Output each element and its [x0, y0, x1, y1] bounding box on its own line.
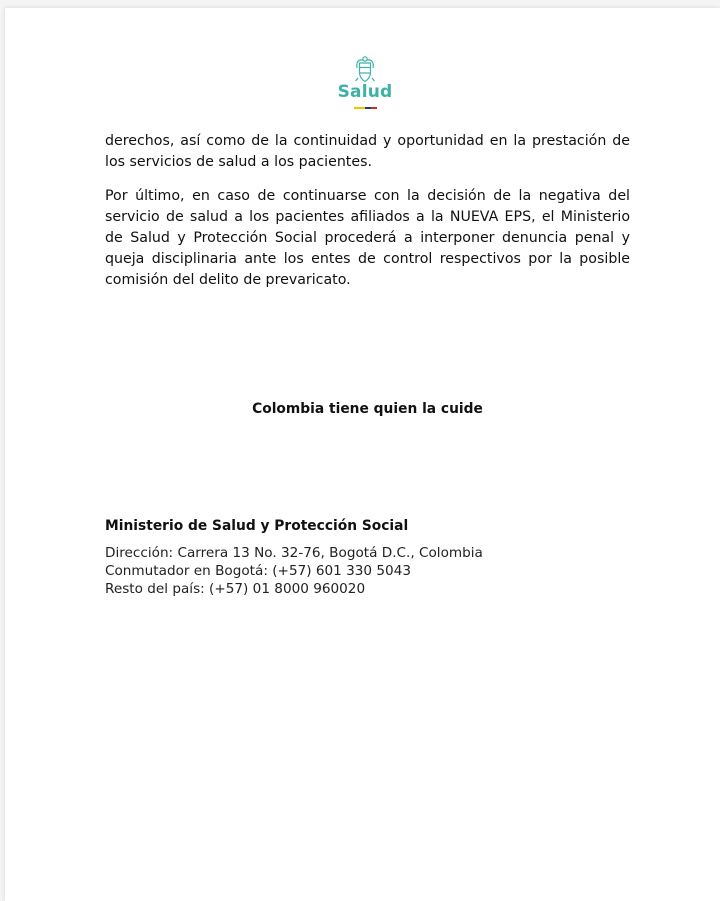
- document-page: [5, 8, 720, 901]
- salud-logo: [330, 54, 400, 116]
- flag-red: [371, 107, 377, 109]
- address-line: Dirección: Carrera 13 No. 32-76, Bogotá D.C., Colombia: [105, 545, 483, 561]
- flag-stripe: [354, 107, 377, 109]
- flag-yellow: [354, 107, 365, 109]
- slogan: Colombia tiene quien la cuide: [252, 401, 483, 417]
- paragraph-continuation: derechos, así como de la continuidad y oportunidad en la prestación de los servicios de salud a los pacientes.: [105, 133, 630, 170]
- phone-national-line: Resto del país: (+57) 01 8000 960020: [105, 581, 366, 597]
- phone-bogota-line: Conmutador en Bogotá: (+57) 601 330 5043: [105, 563, 411, 579]
- colombia-coat-of-arms-icon: [330, 54, 400, 84]
- paragraph-final: Por último, en caso de continuarse con la decisión de la negativa del servicio de salud a los pacientes afiliados a la NUEVA EPS, el Ministerio de Salud y Protección Social procederá a interponer denuncia penal y queja disciplinaria ante los entes de control respectivos por la posible comisión del delito de prevaricato.: [105, 188, 630, 288]
- logo-wordmark: Salud: [337, 82, 393, 102]
- ministry-name: Ministerio de Salud y Protección Social: [105, 518, 409, 534]
- contact-block: [105, 544, 483, 598]
